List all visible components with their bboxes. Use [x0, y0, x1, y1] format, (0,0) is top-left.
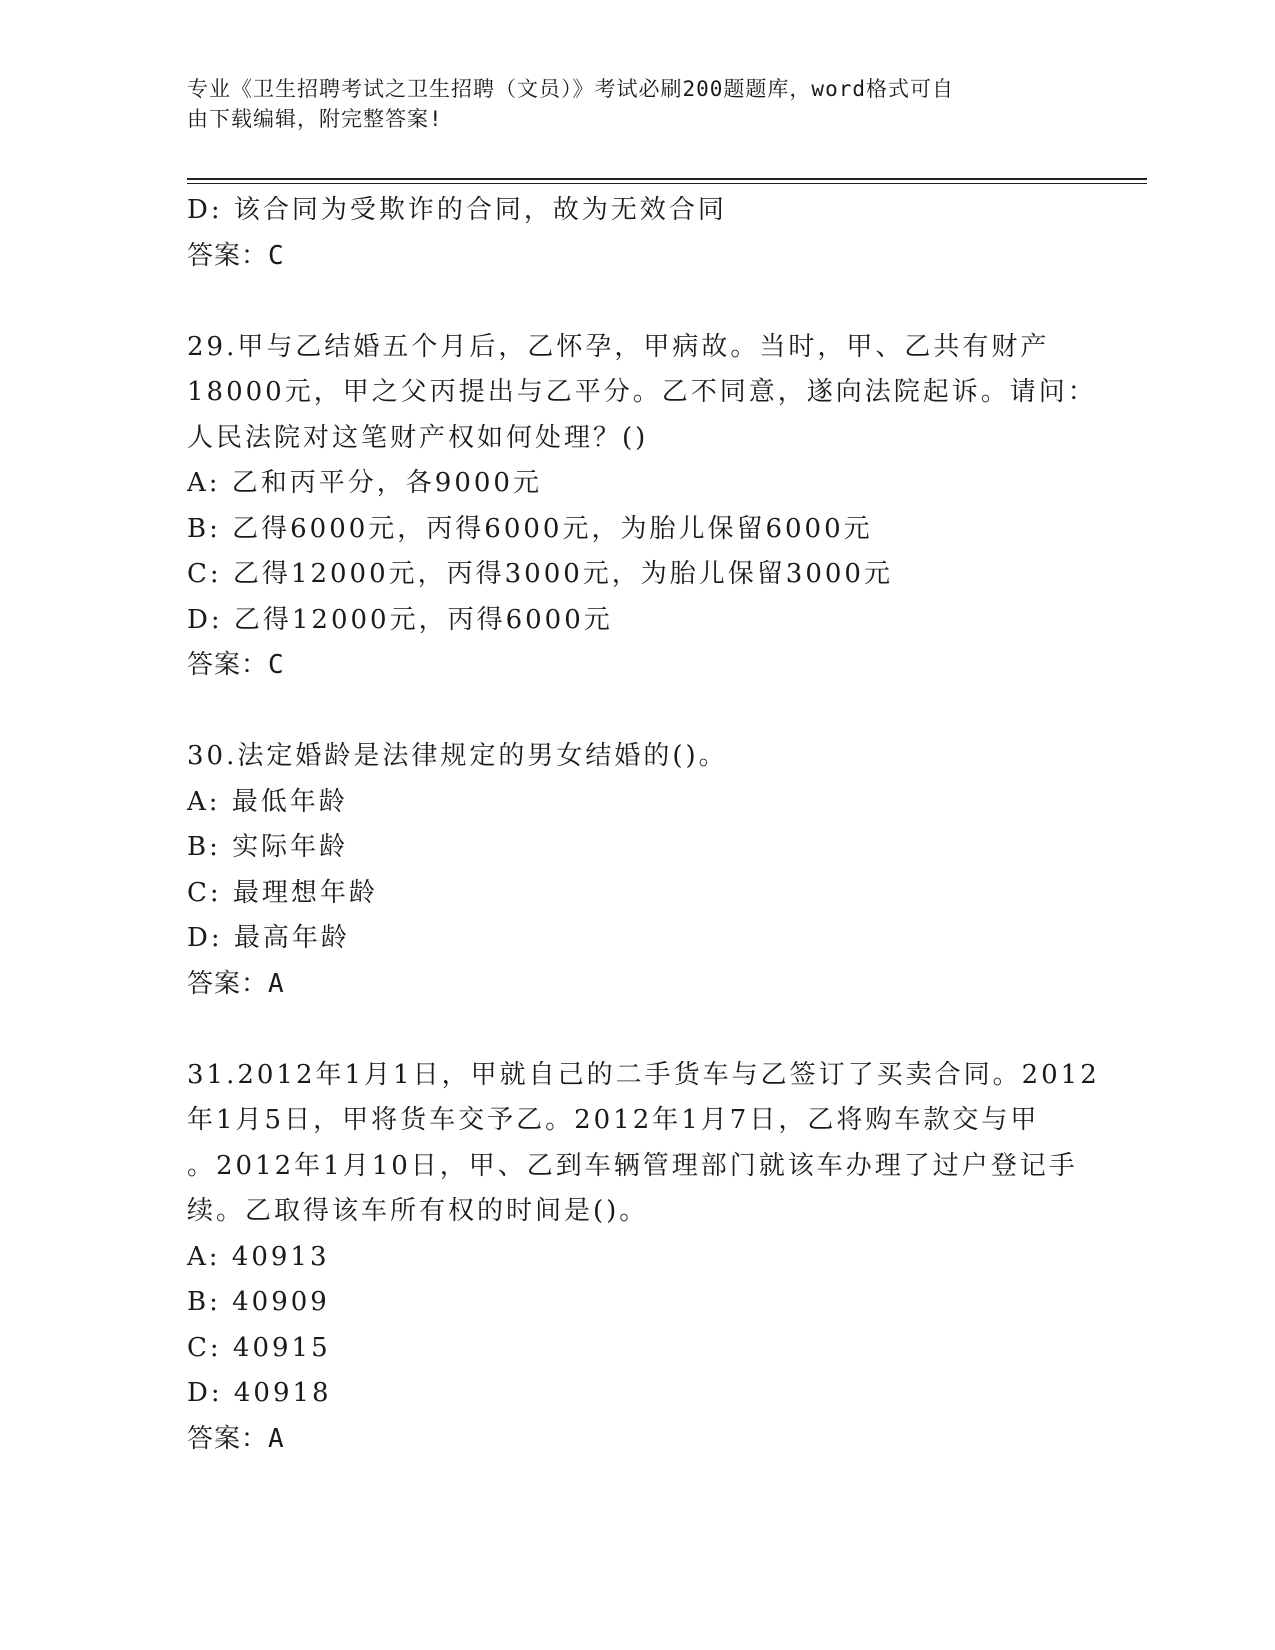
- option-d: D: 40918: [187, 1378, 332, 1408]
- header-line: 由下载编辑，附完整答案!: [187, 107, 443, 131]
- option-d: D: 最高年龄: [187, 923, 350, 953]
- header-line: 专业《卫生招聘考试之卫生招聘（文员）》考试必刷200题题库，word格式可自: [187, 77, 954, 101]
- question-stem: 18000元，甲之父丙提出与乙平分。乙不同意，遂向法院起诉。请问：: [187, 377, 1097, 407]
- answer-line: 答案：A: [187, 968, 285, 999]
- header-divider: [187, 178, 1147, 180]
- question-31: [187, 1053, 1100, 1463]
- option-a: A: 最低年龄: [187, 786, 348, 817]
- option-d: D: 该合同为受欺诈的合同，故为无效合同: [187, 195, 727, 225]
- answer-line: 答案：C: [187, 240, 285, 271]
- question-stem: 31.2012年1月1日，甲就自己的二手货车与乙签订了买卖合同。2012: [187, 1059, 1100, 1090]
- option-a: A: 乙和丙平分，各9000元: [187, 468, 542, 498]
- option-c: C: 乙得12000元，丙得3000元，为胎儿保留3000元: [187, 559, 893, 589]
- answer-line: 答案：C: [187, 650, 285, 680]
- spacer: [187, 1007, 1087, 1053]
- question-stem: 人民法院对这笔财产权如何处理？(): [187, 422, 649, 453]
- option-c: C: 最理想年龄: [187, 877, 378, 908]
- question-30: [187, 734, 1087, 1007]
- question-list: [187, 188, 1100, 1462]
- option-b: B: 实际年龄: [187, 832, 349, 862]
- option-c: C: 40915: [187, 1332, 331, 1363]
- question-stem: 30.法定婚龄是法律规定的男女结婚的()。: [187, 741, 728, 771]
- header-divider-thin: [187, 183, 1147, 184]
- question-29: [187, 325, 1097, 689]
- question-stem: 29.甲与乙结婚五个月后，乙怀孕，甲病故。当时，甲、乙共有财产: [187, 331, 1050, 362]
- question-stem: 续。乙取得该车所有权的时间是()。: [187, 1196, 649, 1226]
- answer-line: 答案：A: [187, 1423, 285, 1454]
- question-stem: 。2012年1月10日，甲、乙到车辆管理部门就该车办理了过户登记手: [187, 1150, 1078, 1181]
- option-a: A: 40913: [187, 1241, 330, 1272]
- option-b: B: 乙得6000元，丙得6000元，为胎儿保留6000元: [187, 513, 873, 544]
- option-d: D: 乙得12000元，丙得6000元: [187, 604, 613, 635]
- spacer: [187, 279, 1087, 325]
- question-stem: 年1月5日，甲将货车交予乙。2012年1月7日，乙将购车款交与甲: [187, 1105, 1040, 1135]
- spacer: [187, 689, 1087, 735]
- option-b: B: 40909: [187, 1287, 330, 1317]
- document-header: [187, 74, 1067, 134]
